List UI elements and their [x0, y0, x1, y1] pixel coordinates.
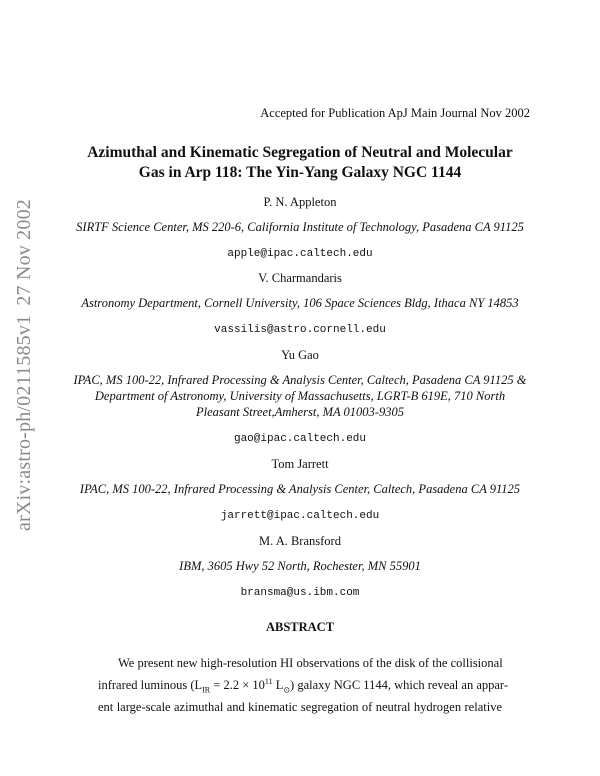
publication-note: Accepted for Publication ApJ Main Journal Nov 2002: [260, 106, 530, 120]
arxiv-date: 27 Nov 2002: [12, 199, 35, 306]
author-email-2[interactable]: vassilis@astro.cornell.edu: [214, 324, 386, 336]
author-email-1[interactable]: apple@ipac.caltech.edu: [227, 248, 373, 260]
author-name-5: M. A. Bransford: [259, 534, 341, 548]
author-email-5[interactable]: bransma@us.ibm.com: [240, 587, 360, 599]
abstract-line-2: infrared luminous ($L_{IR} = 2.2 \times 10^{11}$ $L_⊙$) galaxy NGC 1144, which reveal an appar-: [98, 676, 509, 695]
author-email-3[interactable]: gao@ipac.caltech.edu: [233, 433, 367, 445]
title-line-2: Gas in Arp 118: The Yin-Yang Galaxy NGC 1144: [138, 164, 462, 181]
author-name-3: Yu Gao: [281, 348, 319, 362]
author-name-4: Tom Jarrett: [271, 457, 329, 471]
title-line-1: Azimuthal and Kinematic Segregation of Neutral and Molecular: [87, 144, 513, 161]
arxiv-id: arXiv:astro-ph/0211585v1: [12, 314, 35, 531]
author-affiliation-3c: Pleasant Street,Amherst, MA 01003-9305: [196, 405, 404, 419]
abstract-line-1: We present new high-resolution HI observations of the disk of the collisional: [118, 656, 503, 670]
author-email-4[interactable]: jarrett@ipac.caltech.edu: [220, 510, 380, 522]
author-affiliation-3b: Department of Astronomy, University of Massachusetts, LGRT-B 619E, 710 North: [94, 389, 506, 403]
author-name-2: V. Charmandaris: [258, 271, 342, 285]
arxiv-sidebar-stamp: [4, 199, 44, 531]
paper-title: [60, 143, 540, 183]
author-affiliation-1: SIRTF Science Center, MS 220-6, California Institute of Technology, Pasadena CA 91125: [76, 220, 524, 234]
abstract-heading: ABSTRACT: [265, 620, 335, 634]
abstract-line-3: ent large-scale azimuthal and kinematic segregation of neutral hydrogen relative: [98, 699, 502, 714]
abstract-body: [98, 655, 509, 716]
author-affiliation-4: IPAC, MS 100-22, Infrared Processing & Analysis Center, Caltech, Pasadena CA 91125: [79, 482, 521, 496]
author-affiliation-2: Astronomy Department, Cornell University, 106 Space Sciences Bldg, Ithaca NY 14853: [81, 296, 519, 310]
author-affiliation-5: IBM, 3605 Hwy 52 North, Rochester, MN 55901: [179, 559, 421, 573]
author-affiliation-3a: IPAC, MS 100-22, Infrared Processing & Analysis Center, Caltech, Pasadena CA 91125 &: [73, 373, 527, 387]
author-name-1: P. N. Appleton: [263, 195, 337, 209]
